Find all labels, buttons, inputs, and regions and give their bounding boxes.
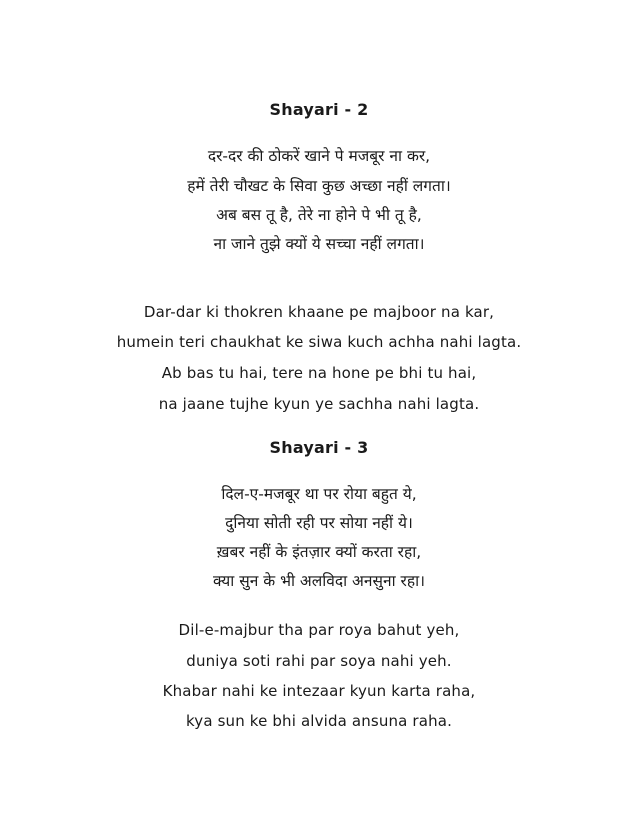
hindi-verse-line: दुनिया सोती रही पर सोया नहीं ये। (225, 514, 413, 532)
hindi-verse-line: क्या सुन के भी अलविदा अनसुना रहा। (213, 572, 425, 590)
roman-verse-line: Dar-dar ki thokren khaane pe majboor na kar, (143, 303, 495, 321)
hindi-verse-line: दर-दर की ठोकरें खाने पे मजबूर ना कर, (207, 147, 431, 165)
hindi-verse-line: अब बस तू है, तेरे ना होने पे भी तू है, (216, 206, 422, 224)
section-title-shayari-3: Shayari - 3 (269, 438, 369, 457)
hindi-verse-line: हमें तेरी चौखट के सिवा कुछ अच्छा नहीं लगता। (187, 177, 451, 195)
hindi-verse-line: ख़बर नहीं के इंतज़ार क्यों करता रहा, (216, 543, 422, 561)
roman-verse-line: duniya soti rahi par soya nahi yeh. (186, 652, 452, 670)
roman-verse-line: Khabar nahi ke intezaar kyun karta raha, (162, 682, 476, 700)
roman-verse-line: Dil-e-majbur tha par roya bahut yeh, (178, 621, 460, 639)
hindi-verse-line: ना जाने तुझे क्यों ये सच्चा नहीं लगता। (213, 235, 425, 253)
hindi-verse-line: दिल-ए-मजबूर था पर रोया बहुत ये, (221, 485, 417, 503)
section-title-shayari-2: Shayari - 2 (269, 100, 369, 119)
roman-verse-line: humein teri chaukhat ke siwa kuch achha nahi lagta. (116, 333, 522, 351)
roman-verse-line: Ab bas tu hai, tere na hone pe bhi tu hai, (161, 364, 477, 382)
roman-verse-line: kya sun ke bhi alvida ansuna raha. (186, 712, 452, 730)
roman-verse-line: na jaane tujhe kyun ye sachha nahi lagta. (158, 395, 480, 413)
